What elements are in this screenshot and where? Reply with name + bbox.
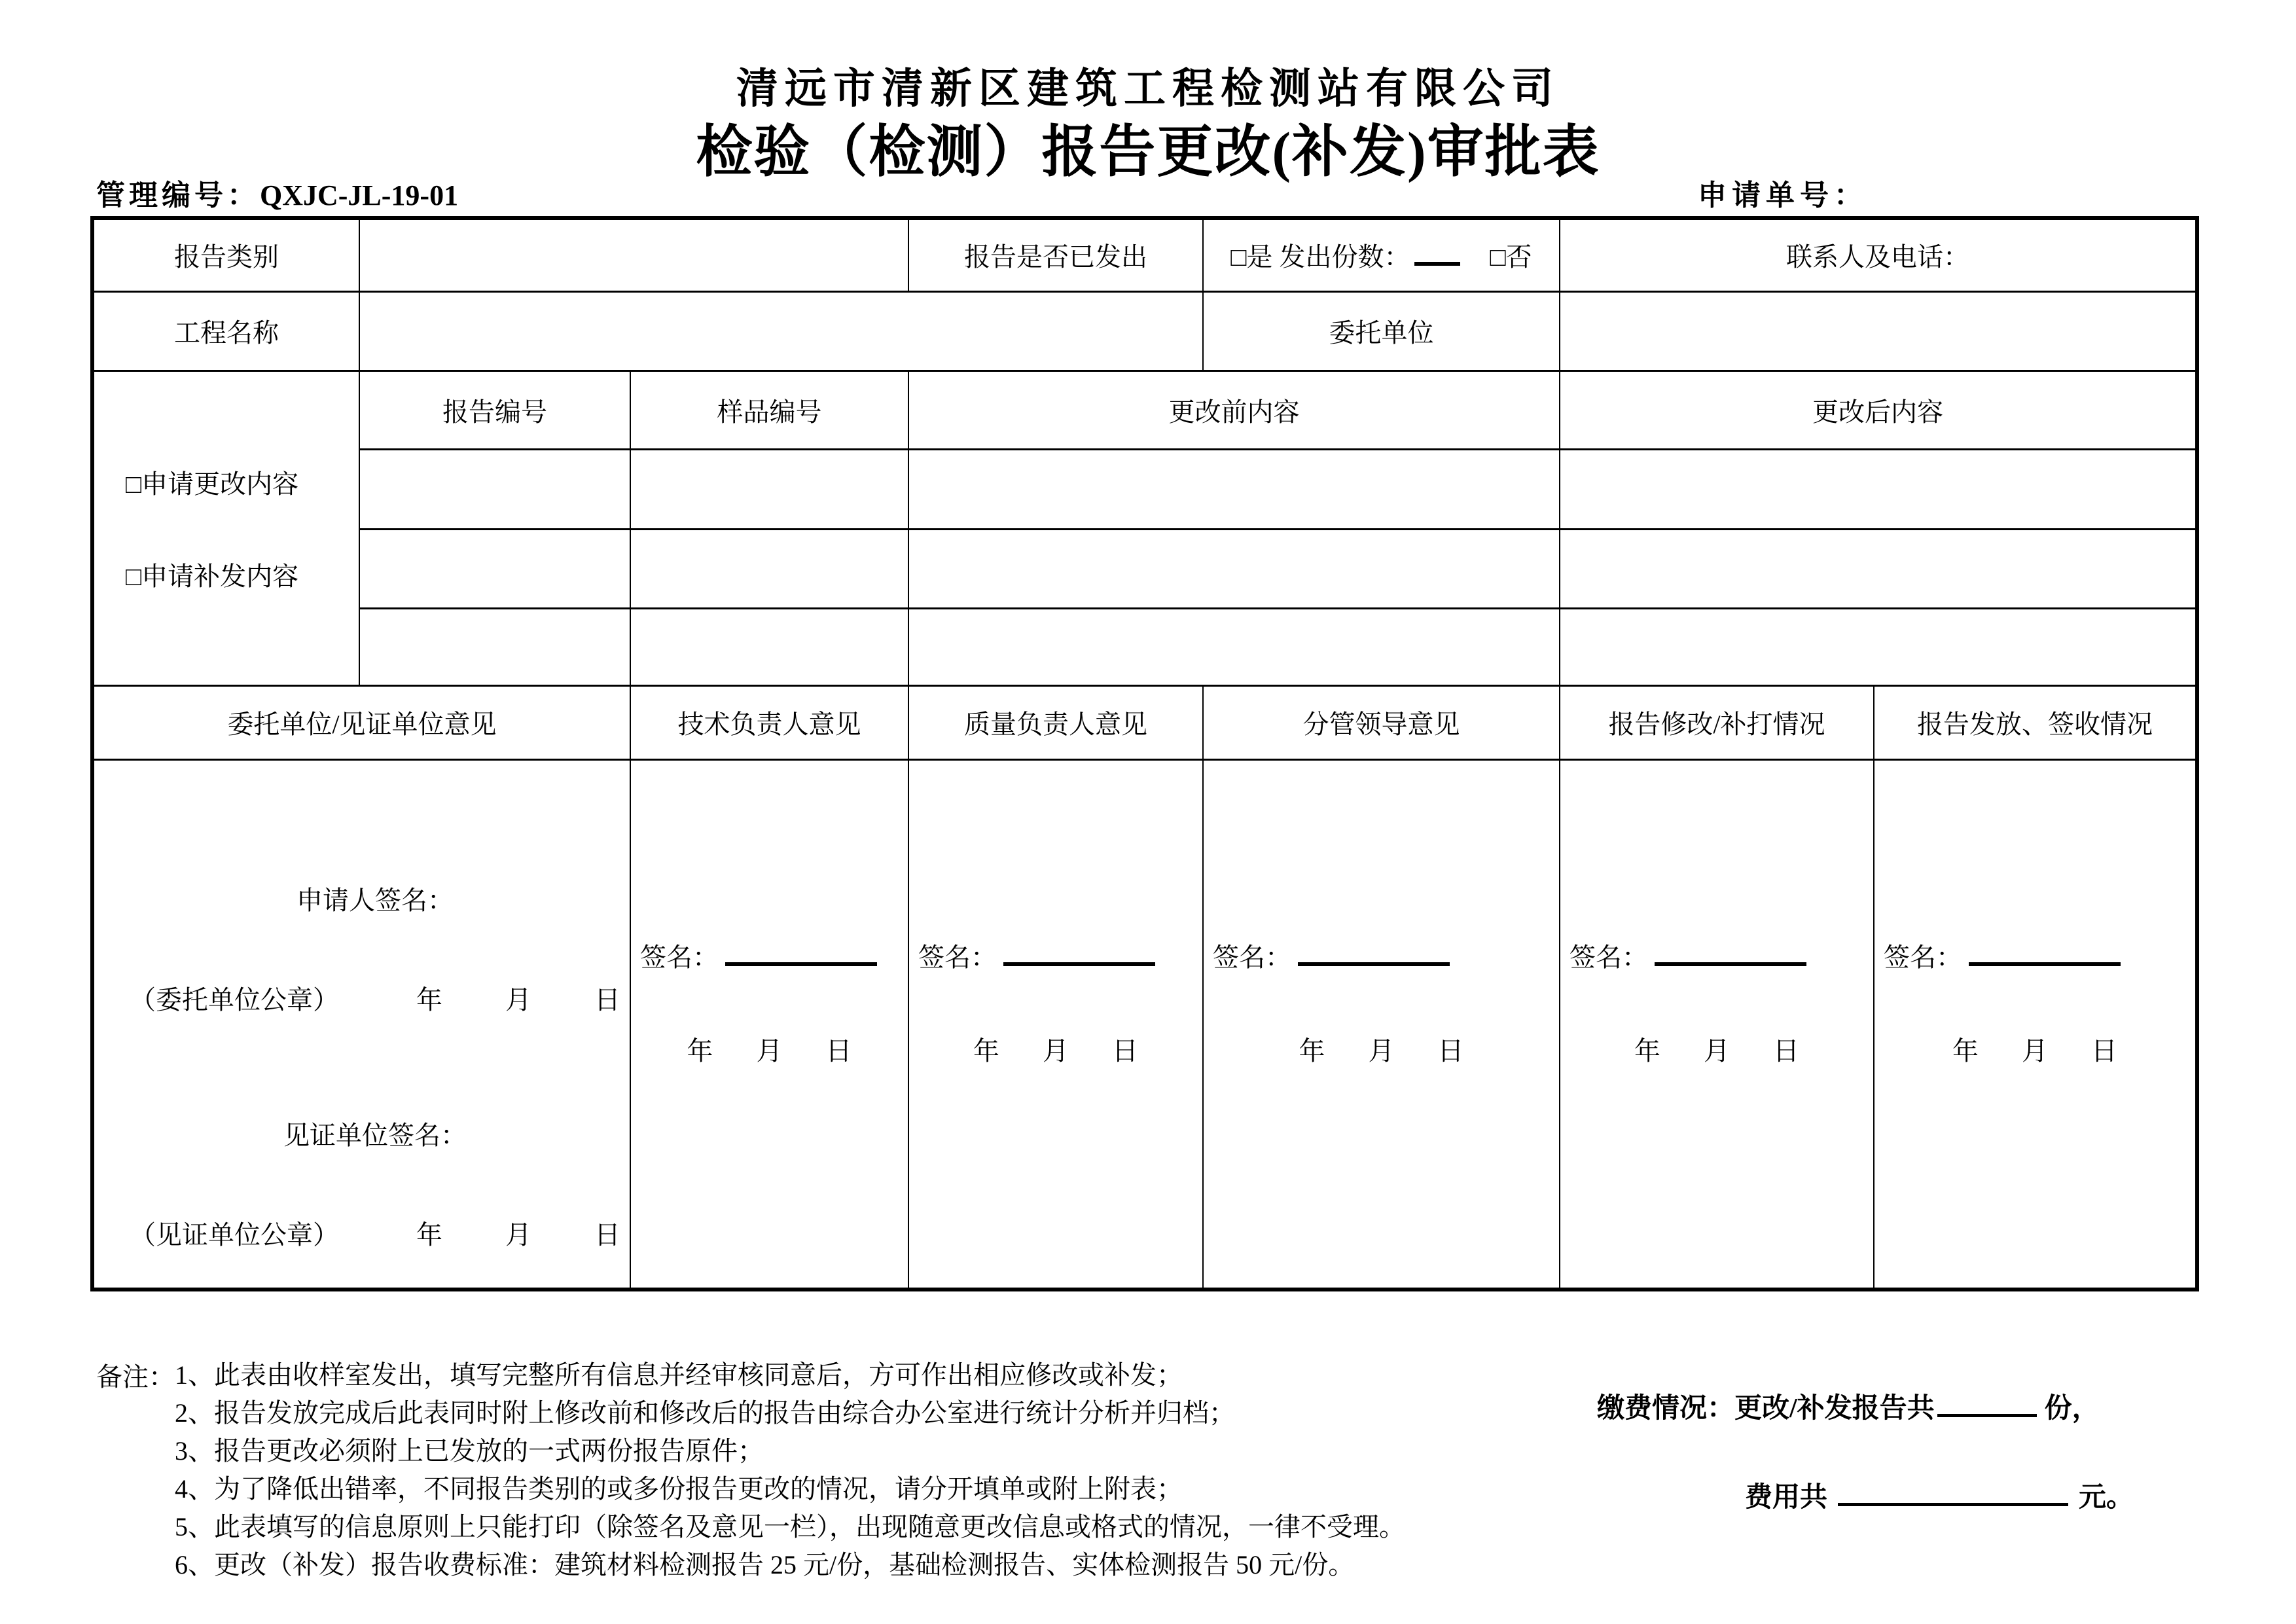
project-name-value-cell — [359, 291, 1203, 370]
client-seal-line — [94, 979, 630, 1017]
opinion-header-leader: 分管领导意见 — [1203, 685, 1560, 759]
witness-seal-line — [94, 1214, 630, 1252]
day-label: 日 — [1112, 1036, 1138, 1066]
request-reissue-checkbox: □申请补发内容 — [126, 561, 299, 591]
leader-signature-cell — [1203, 759, 1560, 1290]
year-label: 年 — [973, 1036, 999, 1066]
issued-copies-label: 发出份数： — [1279, 242, 1410, 272]
sign-label: 签名： — [918, 943, 997, 973]
report-no-cell — [359, 449, 630, 529]
month-label: 月 — [1368, 1036, 1395, 1066]
project-name-label: 工程名称 — [92, 291, 359, 370]
request-change-checkbox: □申请更改内容 — [126, 469, 299, 499]
modify-signature-cell — [1560, 759, 1874, 1290]
approval-table — [90, 216, 2199, 1291]
report-issued-label: 报告是否已发出 — [908, 218, 1203, 291]
payment-count-label: 缴费情况：更改/补发报告共 — [1597, 1394, 1935, 1424]
sample-no-cell — [630, 529, 908, 608]
signature-line — [1003, 939, 1155, 966]
day-label: 日 — [825, 1036, 852, 1066]
month-label: 月 — [1704, 1036, 1730, 1066]
note-item-1: 1、此表由收样室发出，填写完整所有信息并经审核同意后，方可作出相应修改或补发； — [175, 1360, 1183, 1390]
client-label: 委托单位 — [1203, 291, 1560, 370]
note-item-2: 2、报告发放完成后此表同时附上修改前和修改后的报告由综合办公室进行统计分析并归档； — [175, 1398, 1235, 1428]
company-name: 清远市清新区建筑工程检测站有限公司 — [736, 65, 1560, 112]
year-label: 年 — [1299, 1036, 1325, 1066]
sample-no-cell — [630, 449, 908, 529]
year-label: 年 — [1634, 1036, 1660, 1066]
column-header-sample-no: 样品编号 — [630, 370, 908, 449]
note-item-6: 6、更改（补发）报告收费标准：建筑材料检测报告 25 元/份，基础检测报告、实体检测报告 50 元/份。 — [175, 1550, 1355, 1579]
request-type-cell — [92, 370, 359, 685]
sign-label: 签名： — [640, 943, 719, 973]
issued-yes-checkbox: □是 — [1230, 242, 1273, 272]
form-title: 检验（检测）报告更改(补发)审批表 — [696, 120, 1600, 183]
signature-line — [1969, 939, 2121, 966]
note-item-4: 4、为了降低出错率，不同报告类别的或多份报告更改的情况，请分开填单或附上附表； — [175, 1474, 1183, 1504]
payment-count-unit: 份， — [2044, 1394, 2100, 1424]
month-label: 月 — [1043, 1036, 1069, 1066]
before-content-cell — [908, 449, 1560, 529]
application-number-label: 申请单号： — [1698, 179, 1868, 211]
month-label: 月 — [2022, 1036, 2048, 1066]
report-issued-options — [1203, 218, 1560, 291]
payment-count-line — [1597, 1386, 2134, 1426]
column-header-after: 更改后内容 — [1560, 370, 2197, 449]
sample-no-cell — [630, 608, 908, 685]
year-label: 年 — [416, 985, 442, 1015]
payment-amount-blank — [1838, 1478, 2068, 1506]
opinion-header-client-witness: 委托单位/见证单位意见 — [92, 685, 630, 759]
day-label: 日 — [594, 1220, 620, 1250]
applicant-sign-label: 申请人签名： — [296, 886, 454, 916]
year-label: 年 — [416, 1220, 442, 1250]
notes-list — [175, 1356, 1615, 1584]
issued-no-checkbox: □否 — [1490, 242, 1532, 272]
client-value-cell — [1560, 291, 2197, 370]
year-label: 年 — [687, 1036, 713, 1066]
opinion-header-issue: 报告发放、签收情况 — [1874, 685, 2197, 759]
client-seal-label: （委托单位公章） — [130, 985, 339, 1015]
contact-label: 联系人及电话： — [1560, 218, 2197, 291]
payment-amount-unit: 元。 — [2079, 1483, 2134, 1513]
after-content-cell — [1560, 608, 2197, 685]
sign-label: 签名： — [1570, 943, 1648, 973]
month-label: 月 — [505, 985, 531, 1015]
month-label: 月 — [756, 1036, 783, 1066]
notes-label: 备注： — [96, 1362, 175, 1392]
month-label: 月 — [505, 1220, 531, 1250]
notes-section — [96, 1356, 1615, 1584]
day-label: 日 — [2091, 1036, 2117, 1066]
issue-signature-cell — [1874, 759, 2197, 1290]
note-item-3: 3、报告更改必须附上已发放的一式两份报告原件； — [175, 1436, 764, 1466]
report-no-cell — [359, 529, 630, 608]
report-category-value-cell — [359, 218, 908, 291]
signature-line — [725, 939, 877, 966]
note-item-5: 5、此表填写的信息原则上只能打印（除签名及意见一栏），出现随意更改信息或格式的情况，一律不受理。 — [175, 1512, 1405, 1542]
management-number-label: 管理编号： — [96, 179, 260, 211]
payment-amount-line — [1745, 1475, 2134, 1515]
column-header-report-no: 报告编号 — [359, 370, 630, 449]
after-content-cell — [1560, 449, 2197, 529]
management-number — [96, 171, 458, 213]
witness-sign-label: 见证单位签名： — [283, 1121, 467, 1151]
quality-signature-cell — [908, 759, 1203, 1290]
issued-copies-line — [1414, 238, 1460, 266]
day-label: 日 — [1437, 1036, 1464, 1066]
year-label: 年 — [1952, 1036, 1979, 1066]
column-header-before: 更改前内容 — [908, 370, 1560, 449]
client-witness-signature-cell — [92, 759, 630, 1290]
before-content-cell — [908, 529, 1560, 608]
opinion-header-quality: 质量负责人意见 — [908, 685, 1203, 759]
after-content-cell — [1560, 529, 2197, 608]
day-label: 日 — [1773, 1036, 1799, 1066]
day-label: 日 — [594, 985, 620, 1015]
witness-seal-label: （见证单位公章） — [130, 1220, 339, 1250]
payment-amount-label: 费用共 — [1745, 1483, 1828, 1513]
sign-label: 签名： — [1213, 943, 1291, 973]
sign-label: 签名： — [1884, 943, 1962, 973]
technical-signature-cell — [630, 759, 908, 1290]
payment-count-blank — [1937, 1389, 2037, 1417]
opinion-header-technical: 技术负责人意见 — [630, 685, 908, 759]
management-number-value: QXJC-JL-19-01 — [260, 179, 459, 211]
report-no-cell — [359, 608, 630, 685]
signature-line — [1655, 939, 1806, 966]
before-content-cell — [908, 608, 1560, 685]
payment-section — [1597, 1386, 2134, 1515]
application-number — [1698, 171, 1868, 213]
report-category-label: 报告类别 — [92, 218, 359, 291]
opinion-header-modify: 报告修改/补打情况 — [1560, 685, 1874, 759]
signature-line — [1298, 939, 1450, 966]
